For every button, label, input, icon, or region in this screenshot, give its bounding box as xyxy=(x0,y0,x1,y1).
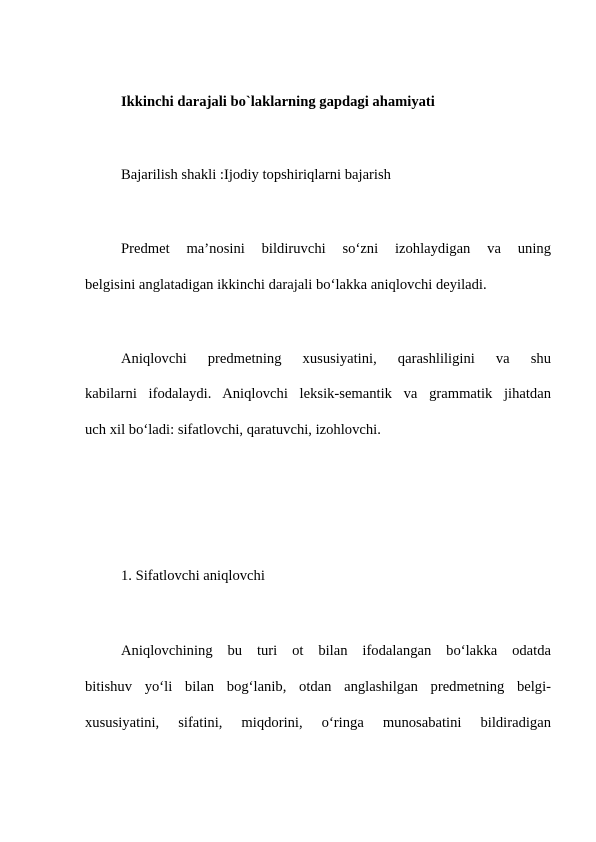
section-heading: 1. Sifatlovchi aniqlovchi xyxy=(121,568,265,584)
paragraph-3-line-2: bitishuv yo‘li bilan bog‘lanib, otdan anglashilgan predmetning belgi- xyxy=(85,679,551,695)
paragraph-1-line-1: Predmet ma’nosini bildiruvchi so‘zni izohlaydigan va uning xyxy=(121,241,551,257)
document-title: Ikkinchi darajali bo`laklarning gapdagi ahamiyati xyxy=(121,94,435,110)
paragraph-3-line-1: Aniqlovchining bu turi ot bilan ifodalangan bo‘lakka odatda xyxy=(121,643,551,659)
paragraph-2-line-3: uch xil bo‘ladi: sifatlovchi, qaratuvchi, izohlovchi. xyxy=(85,422,381,438)
task-form-line: Bajarilish shakli :Ijodiy topshiriqlarni bajarish xyxy=(121,167,391,183)
paragraph-3-line-3: xususiyatini, sifatini, miqdorini, o‘ringa munosabatini bildiradigan xyxy=(85,715,551,731)
paragraph-2-line-2: kabilarni ifodalaydi. Aniqlovchi leksik-semantik va grammatik jihatdan xyxy=(85,386,551,402)
paragraph-2-line-1: Aniqlovchi predmetning xususiyatini, qarashliligini va shu xyxy=(121,351,551,367)
paragraph-1-line-2: belgisini anglatadigan ikkinchi darajali bo‘lakka aniqlovchi deyiladi. xyxy=(85,277,487,293)
